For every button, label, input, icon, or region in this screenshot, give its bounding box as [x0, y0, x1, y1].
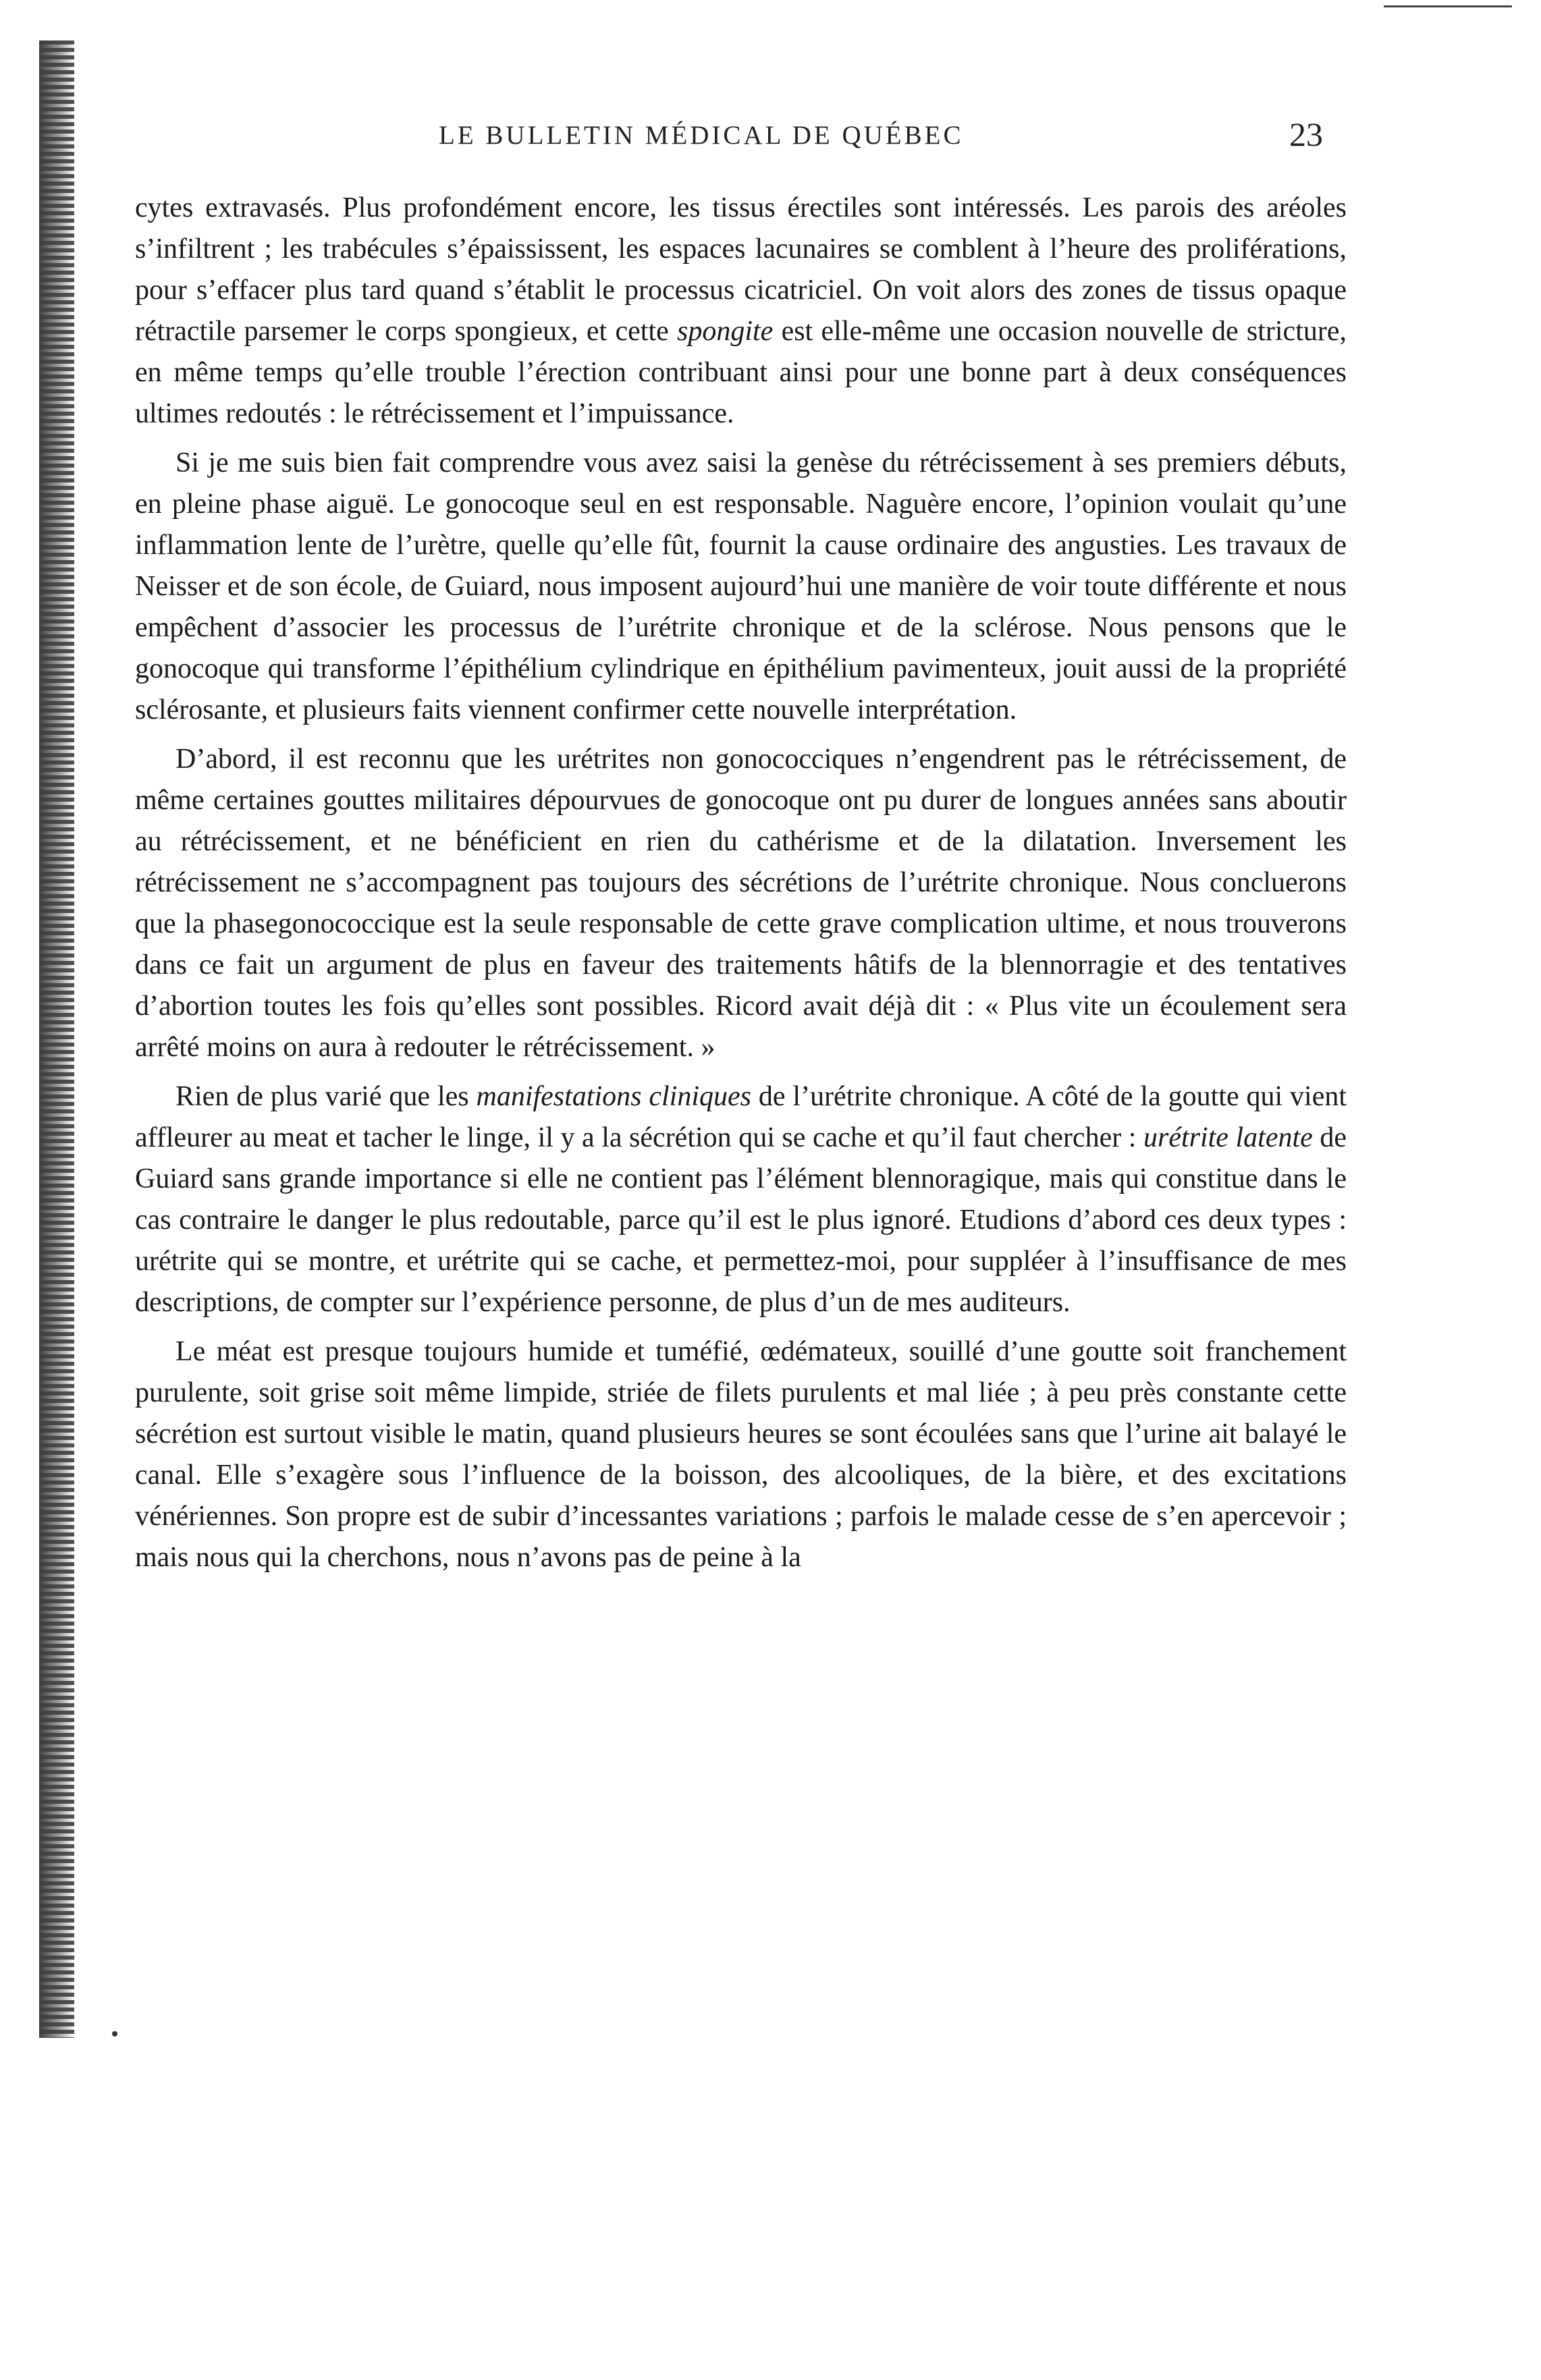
page-header — [0, 115, 1541, 167]
paragraph-4-italic-manifestations: manifestations cliniques — [476, 1081, 752, 1112]
top-edge-rule — [1384, 5, 1512, 7]
paragraph-2-segment-1: Si je me suis bien fait comprendre vous avez saisi la genèse du rétrécissement à ses premiers débuts, en pleine phase aiguë. Le gonocoque seul en est responsable. Naguère encore, l’opinion voulait qu’une inflammation lente de l’urètre, quelle qu’elle fût, fournit la cause ordinaire des angusties. Les travaux de Neisser et de son école, de Guiard, nous imposent aujourd’hui une manière de voir toute différente et nous empêchent d’associer les processus de l’urétrite chronique et de la sclérose. Nous pensons que le gonocoque qui transforme l’épithélium cylindrique en épithélium pavimenteux, jouit aussi de la propriété sclérosante, et plusieurs faits viennent confirmer cette nouvelle interprétation. — [135, 447, 1347, 725]
paragraph-1 — [135, 188, 1347, 435]
paragraph-3-segment-1: D’abord, il est reconnu que les urétrites non gonococciques n’engendrent pas le rétrécissement, de même certaines gouttes militaires dépourvues de gonocoque ont pu durer de longues années sans aboutir au rétrécissement, et ne bénéficient en rien du cathérisme et de la dilatation. Inversement les rétrécissement ne s’accompagnent pas toujours des sécrétions de l’urétrite chronique. Nous concluerons que la phasegonococcique est la seule responsable de cette grave complication ultime, et nous trouverons dans ce fait un argument de plus en faveur des traitements hâtifs de la blennorragie et des tentatives d’abortion toutes les fois qu’elles sont possibles. Ricord avait déjà dit : « Plus vite un écoulement sera arrêté moins on aura à redouter le rétrécissement. » — [135, 744, 1347, 1063]
paragraph-2 — [135, 443, 1347, 731]
binding-edge-shadow — [39, 40, 74, 2038]
paragraph-4-italic-uretrite-latente: urétrite latente — [1143, 1122, 1313, 1153]
page-number: 23 — [1289, 115, 1323, 153]
paragraph-4 — [135, 1076, 1347, 1323]
paragraph-1-segment-3: est elle-même une occasion nouvelle de stricture, en même temps qu’elle trouble l’érection contribuant ainsi pour une bonne part à deux conséquences ultimes redoutés : le rétrécissement et l’impuissance. — [135, 316, 1347, 429]
paragraph-3 — [135, 739, 1347, 1068]
paragraph-4-segment-3: de l’urétrite chronique. A côté de la goutte qui vient affleurer au meat et tacher le linge, il y a la sécrétion qui se cache et qu’il faut chercher : — [135, 1081, 1347, 1153]
running-title: LE BULLETIN MÉDICAL DE QUÉBEC — [439, 121, 964, 150]
paragraph-1-italic-spongite: spongite — [676, 316, 774, 347]
paragraph-4-segment-5: de Guiard sans grande importance si elle ne contient pas l’élément blennoragique, mais qui constitue dans le cas contraire le danger le plus redoutable, parce qu’il est le plus ignoré. Etudions d’abord ces deux types : urétrite qui se montre, et urétrite qui se cache, et permettez-moi, pour suppléer à l’insuffisance de mes descriptions, de compter sur l’expérience personne, de plus d’un de mes auditeurs. — [135, 1122, 1347, 1318]
paragraph-5 — [135, 1331, 1347, 1578]
paragraph-4-segment-1: Rien de plus varié que les — [175, 1081, 477, 1112]
paragraph-1-segment-1: cytes extravasés. Plus profondément encore, les tissus érectiles sont intéressés. Les parois des aréoles s’infiltrent ; les trabécules s’épaississent, les espaces lacunaires se comblent à l’heure des proliférations, pour s’effacer plus tard quand s’établit le processus cicatriciel. On voit alors des zones de tissus opaque rétractile parsemer le corps spongieux, et cette — [135, 192, 1347, 347]
body-text — [135, 188, 1347, 1578]
paragraph-5-segment-1: Le méat est presque toujours humide et tuméfié, œdémateux, souillé d’une goutte soit franchement purulente, soit grise soit même limpide, striée de filets purulents et mal liée ; à peu près constante cette sécrétion est surtout visible le matin, quand plusieurs heures se sont écoulées sans que l’urine ait balayé le canal. Elle s’exagère sous l’influence de la boisson, des alcooliques, de la bière, et des excitations vénériennes. Son propre est de subir d’incessantes variations ; parfois le malade cesse de s’en apercevoir ; mais nous qui la cherchons, nous n’avons pas de peine à la — [135, 1336, 1347, 1573]
stray-ink-mark — [112, 2031, 117, 2037]
